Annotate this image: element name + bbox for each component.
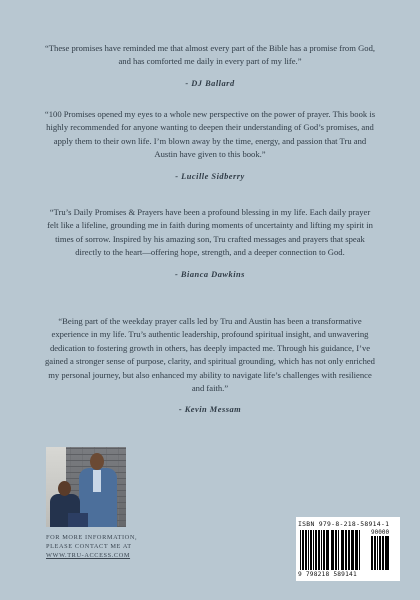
- testimonial: [44, 42, 376, 88]
- author-photo: [46, 447, 126, 527]
- contact-line-1: FOR MORE INFORMATION,: [46, 534, 138, 541]
- testimonial-quote: “100 Promises opened my eyes to a whole new perspective on the power of prayer. This book is highly recommended for anyone wanting to deepen their understanding of God’s promises, and apply them to their own life. I’m blown away by the time, energy, and passion that Tru and Austin have given to this book.”: [44, 109, 376, 160]
- testimonial-author: - Lucille Sidberry: [175, 171, 245, 181]
- testimonial-author: - DJ Ballard: [185, 78, 235, 88]
- son-head: [58, 481, 71, 496]
- barcode-bar: [348, 530, 349, 570]
- testimonial-author: - Kevin Messam: [178, 405, 242, 415]
- website-link[interactable]: WWW.TRU-ACCESS.COM: [46, 552, 131, 559]
- barcode-bar: [324, 530, 325, 570]
- testimonial: [44, 315, 376, 414]
- barcode-bar: [379, 536, 380, 570]
- shirt-detail: [93, 470, 101, 492]
- price-addon-number: 90000: [371, 529, 390, 536]
- contact-line-2: PLEASE CONTACT ME AT: [46, 543, 132, 550]
- ean-number: 9 798218 589141: [298, 571, 357, 578]
- testimonial-author: - Bianca Dawkins: [175, 269, 245, 279]
- contact-info: [46, 533, 137, 560]
- barcode-bar: [375, 536, 376, 570]
- son-legs: [68, 513, 88, 527]
- testimonial-quote: “Tru’s Daily Promises & Prayers have been a profound blessing in my life. Each daily prayer felt like a lifeline, grounding me in faith during moments of uncertainty and lifting my spirit in times of sorrow. Inspired by his amazing son, Tru crafted messages and prayers that speak directly to the heart—offering hope, strength, and a deeper connection to God.: [47, 207, 373, 258]
- testimonial: [44, 206, 376, 279]
- father-head: [90, 453, 104, 470]
- addon-bars: [371, 536, 396, 570]
- barcode-bar: [359, 530, 360, 570]
- testimonial-quote: “Being part of the weekday prayer calls led by Tru and Austin has been a transformative experience in my life. Tru’s authentic leadership, profound spiritual insight, and unwavering dedication to fostering growth in others, has deeply impacted me. Through his guidance, I’ve gained a stronger sense of purpose, clarity, and spiritual grounding, which has not only enriched my personal journey, but also enhanced my ability to navigate life’s challenges with resilience and faith.”: [45, 316, 375, 394]
- barcode-bar: [333, 530, 334, 570]
- barcode-bar: [319, 530, 321, 570]
- barcode-bar: [300, 530, 301, 570]
- ean-bars: [300, 530, 366, 570]
- barcode-bar: [382, 536, 383, 570]
- testimonial-quote: “These promises have reminded me that almost every part of the Bible has a promise from God, and has comforted me daily in every part of my life.”: [44, 43, 376, 67]
- isbn-barcode: [296, 517, 400, 581]
- barcode-bar: [338, 530, 340, 570]
- testimonial: [44, 108, 376, 181]
- barcode-bar: [305, 530, 306, 570]
- isbn-text: ISBN 979-8-218-58914-1: [298, 520, 390, 528]
- barcode-bar: [343, 530, 344, 570]
- barcode-bar: [315, 530, 316, 570]
- barcode-bar: [388, 536, 389, 570]
- barcode-bar: [328, 530, 329, 570]
- barcode-bar: [372, 536, 373, 570]
- barcode-bar: [385, 536, 386, 570]
- barcode-bar: [357, 530, 358, 570]
- barcode-bar: [310, 530, 311, 570]
- barcode-bar: [352, 530, 354, 570]
